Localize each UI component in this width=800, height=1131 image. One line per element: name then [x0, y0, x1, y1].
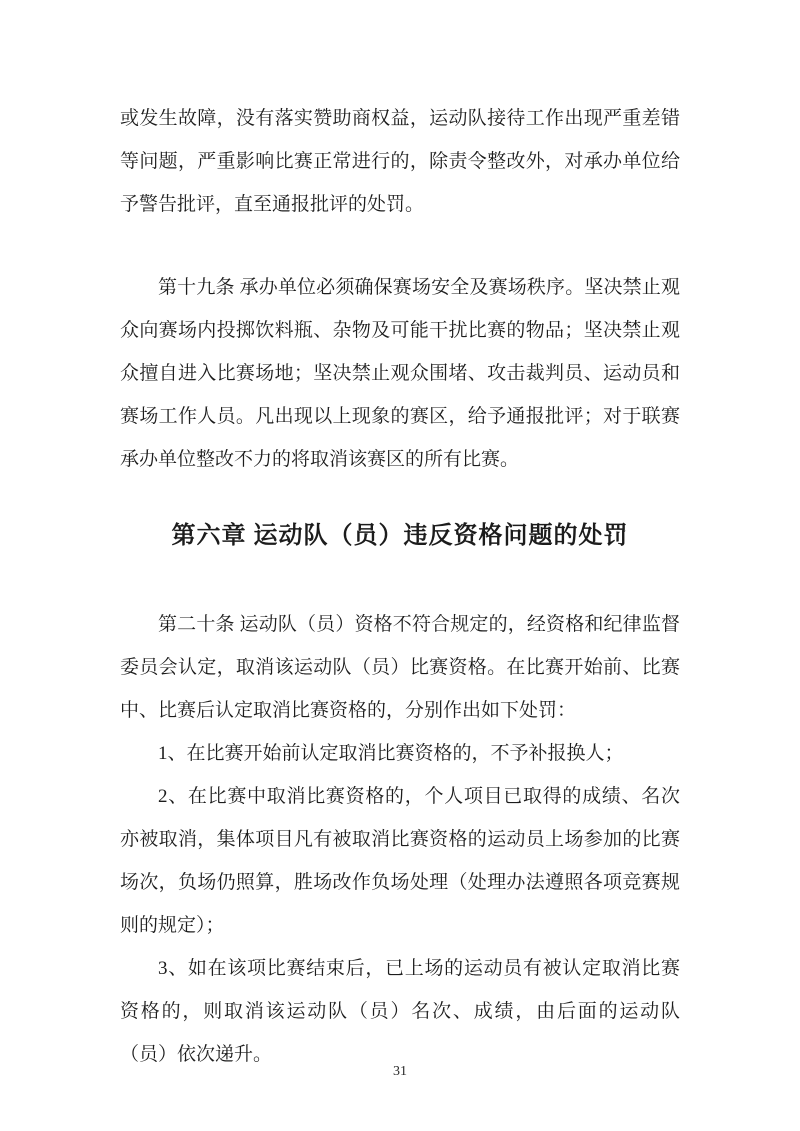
list-item-3: 3、如在该项比赛结束后，已上场的运动员有被认定取消比赛资格的，则取消该运动队（员）名次、成绩，由后面的运动队（员）依次递升。 — [120, 958, 680, 1065]
paragraph-article-20: 第二十条 运动队（员）资格不符合规定的，经资格和纪律监督委员会认定，取消该运动队（员）比赛资格。在比赛开始前、比赛中、比赛后认定取消比赛资格的，分别作出如下处罚： — [120, 614, 680, 721]
paragraph-continuation: 或发生故障，没有落实赞助商权益，运动队接待工作出现严重差错等问题，严重影响比赛正常进行的，除责令整改外，对承办单位给予警告批评，直至通报批评的处罚。 — [120, 108, 680, 215]
list-item-1: 1、在比赛开始前认定取消比赛资格的，不予补报换人； — [158, 743, 624, 764]
chapter-heading: 第六章 运动队（员）违反资格问题的处罚 — [171, 523, 629, 549]
page-number: 31 — [393, 1064, 407, 1079]
list-item-2: 2、在比赛中取消比赛资格的，个人项目已取得的成绩、名次亦被取消，集体项目凡有被取消比赛资格的运动员上场参加的比赛场次，负场仍照算，胜场改作负场处理（处理办法遵照各项竞赛规则的规定）； — [120, 786, 680, 936]
paragraph-article-19: 第十九条 承办单位必须确保赛场安全及赛场秩序。坚决禁止观众向赛场内投掷饮料瓶、杂物及可能干扰比赛的物品；坚决禁止观众擅自进入比赛场地；坚决禁止观众围堵、攻击裁判员、运动员和赛场工作人员。凡出现以上现象的赛区，给予通报批评；对于联赛承办单位整改不力的将取消该赛区的所有比赛。 — [120, 277, 680, 470]
